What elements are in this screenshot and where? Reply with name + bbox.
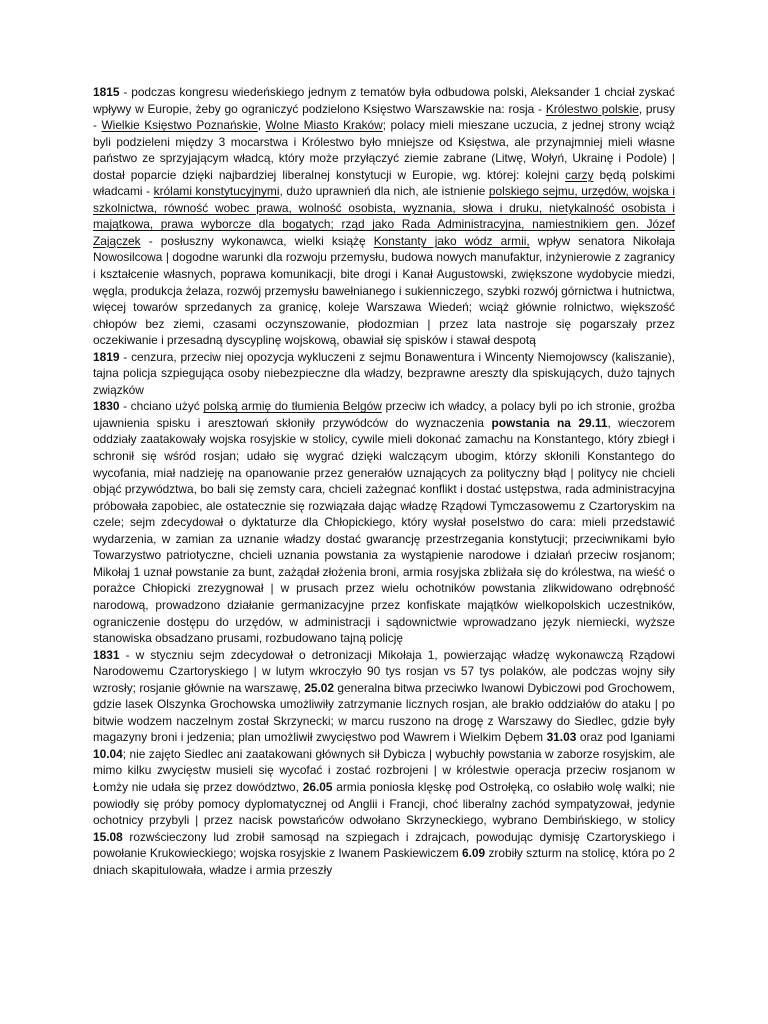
bold-text: 25.02 (304, 680, 335, 695)
bold-text: 10.04 (93, 746, 123, 761)
text-segment: oraz pod Iganiami (576, 730, 675, 745)
text-segment: wpływ senatora Nikołaja Nowosilcowa | dogodne warunki dla rozwoju przemysłu, budowa nowych manufaktur, inżynierowie z zagranicy i kształcenie własnych, poprawa komunikacji, bite drogi i Kanał Augustowski, zwiększone wydobycie miedzi, węgla, produkcja żelaza, rozwój przemysłu bawełnianego i sukienniczego, szybki rozwój górnictwa i hutnictwa, więcej towarów sprzedanych za granicę, koleje Warszawa Wiedeń; wciąż głównie rolnictwo, większość chłopów bez ziemi, czasami oczynszowanie, płodozmian | przez lata nastroje się pogarszały przez oczekiwanie i przesadną dyscyplinę wojskową, obawiał się spisków i stawał despotą (93, 233, 675, 348)
text-segment: - chciano użyć (119, 399, 204, 414)
underlined-text: Konstanty jako wódz armii, (373, 233, 530, 248)
text-segment: armia poniosła klęskę pod Ostrołęką, co osłabiło wolę walki; nie powiodły się próby pomocy dyplomatycznej od Anglii i Francji, choć liberalny zachód sympatyzował, jedynie ochotnicy przybyli | przez nacisk powstańców odwołano Skrzyneckiego, wybrano Dembińskiego, w stolicy (93, 779, 675, 828)
bold-text: powstania na 29.11 (491, 415, 608, 430)
bold-text: 26.05 (302, 779, 333, 794)
text-segment: ; polacy mieli mieszane uczucia, z jednej strony wciąż byli podzieleni między 3 mocarstwa i Królestwo było mniejsze od Księstwa, ale przynajmniej mieli własne państwo ze sprzyjającym władcą, który może przyłączyć ziemie zabrane (Litwę, Wołyń, Ukrainę i Podole) | dostał poparcie dzięki najbardziej liberalnej konstytucji w Europie, wg. której: kolejni (93, 118, 675, 182)
underlined-text: polskiego sejmu, urzędów, wojska i szkolnictwa, równość wobec prawa, wolność osobista, wyznania, słowa i druku, nietykalność osobista i majątkowa, prawa wyborcze dla bogatych; rząd jako Rada Administracyjna, namiestnikiem gen. Józef Zajączek (93, 184, 675, 248)
bold-text: 6.09 (461, 846, 486, 861)
underlined-text: carzy (565, 167, 594, 182)
underlined-text: Wolne Miasto Kraków (265, 118, 383, 133)
text-segment: - cenzura, przeciw niej opozycja wykluczeni z sejmu Bonawentura i Wincenty Niemojowscy (kaliszanie), tajna policja szpiegująca osoby niebezpieczne dla władzy, bezprawne areszty dla spiskujących, dużo tajnych związków (93, 349, 675, 397)
bold-text: 1831 (93, 647, 120, 662)
text-segment: , dużo uprawnień dla nich, ale istnienie (279, 184, 489, 199)
bold-text: 1830 (93, 399, 120, 414)
document-page (93, 84, 675, 878)
text-segment: - w styczniu sejm zdecydował o detronizacji Mikołaja 1, powierzając władzę wykonawczą Rządowi Narodowemu Czartoryskiego | w lutym wkroczyło 90 tys rosjan vs 57 tys polaków, ale podczas wojny siły wzrosły; rosjanie głównie na warszawę, (93, 647, 675, 695)
text-segment: - podczas kongresu wiedeńskiego jednym z tematów była odbudowa polski, Aleksander 1 chciał zyskać wpływy w Europie, żeby go ograniczyć podzielono Księstwo Warszawskie na: rosja - (93, 85, 675, 116)
text-segment: , wieczorem oddziały zaatakowały wojska rosyjskie w stolicy, cywile mieli dokonać zamachu na Konstantego, który zbiegł i schronił się wśród rosjan; udało się wygrać dzięki walczącym ubogim, którzy skłonili Konstantego do wycofania, miał nadzieję na opanowanie przez generałów uznających za polityczny błąd | politycy nie chcieli objąć przywództwa, bo bali się zemsty cara, chcieli zażegnać konflikt i dostać ustępstwa, rada administracyjna próbowała zapobiec, ale ostatecznie się rozwiązała dając władzę Rządowi Tymczasowemu z Czartoryskim na czele; sejm zdecydował o dyktaturze dla Chłopickiego, który wysłał poselstwo do cara: mieli przedstawić wydarzenia, w zamian za uznanie władzy dostać gwarancję przestrzegania konstytucji; przeciwnikami było Towarzystwo patriotyczne, chcieli uznania powstania za wystąpienie narodowe i działań przeciw rosjanom; Mikołaj 1 uznał powstanie za bunt, zażądał złożenia broni, armia rosyjska zbliżała się do królestwa, na wieść o porażce Chłopicki zrezygnował | w prusach przez wielu ochotników powstania zlikwidowano odrębność narodową, prowadzono działanie germanizacyjne przez konfiskate majątków wielkopolskich uczestników, ograniczenie dostępu do urzędów, w administracji i sądownictwie wprowadzano język niemiecki, wyższe stanowiska obsadzano prusami, rozbudowano tajną policję (93, 415, 675, 646)
bold-text: 31.03 (546, 730, 577, 745)
text-segment: - posłuszny wykonawca, wielki książę (140, 233, 374, 248)
underlined-text: Królestwo polskie (545, 101, 639, 116)
paragraph-1831 (93, 647, 675, 879)
text-segment: będą polskimi władcami - (93, 167, 675, 199)
paragraph-1815 (93, 84, 675, 349)
bold-text: 1815 (93, 85, 120, 99)
text-segment: zrobiły szturm na stolicę, która po 2 dniach skapitulowała, władze i armia przeszły (93, 846, 675, 877)
underlined-text: polską armię do tłumienia Belgów (203, 399, 382, 414)
paragraph-1819 (93, 349, 675, 399)
bold-text: 15.08 (93, 829, 123, 844)
bold-text: 1819 (93, 349, 120, 364)
text-segment: rozwścieczony lud zrobił samosąd na szpiegach i zdrajcach, powodując dymisję Czartoryskiego i powołanie Krukowieckiego; wojska rosyjskie z Iwanem Paskiewiczem (93, 829, 675, 861)
text-segment: , (257, 118, 266, 133)
text-segment: przeciw ich władcy, a polacy byli po ich stronie, groźba ujawnienia spisku i aresztowań skłoniły przywódców do wyznaczenia (93, 399, 675, 430)
underlined-text: Wielkie Księstwo Poznańskie (101, 118, 258, 133)
underlined-text: królami konstytucyjnymi (153, 184, 280, 199)
text-segment: , prusy - (93, 101, 675, 133)
paragraph-1830 (93, 398, 675, 646)
text-segment: generalna bitwa przeciwko Iwanowi Dybiczowi pod Grochowem, gdzie lasek Olszynka Grochowska umożliwiły zatrzymanie licznych rosjan, ale brakło oddziałów do ataku | po bitwie wodzem naczelnym został Skrzynecki; w marcu ruszono na drogę z Warszawy do Siedlec, gdzie były magazyny broni i jedzenia; plan umożliwił zwycięstwo pod Wawrem i Wielkim Dębem (93, 680, 675, 745)
text-segment: ; nie zajęto Siedlec ani zaatakowani głównych sił Dybicza | wybuchły powstania w zaborze rosyjskim, ale mimo kilku zwycięstw musieli się wycofać i zostać rozbrojeni | w królestwie operacja przeciw rosjanom w Łomży nie udała się przez dowództwo, (93, 746, 675, 794)
